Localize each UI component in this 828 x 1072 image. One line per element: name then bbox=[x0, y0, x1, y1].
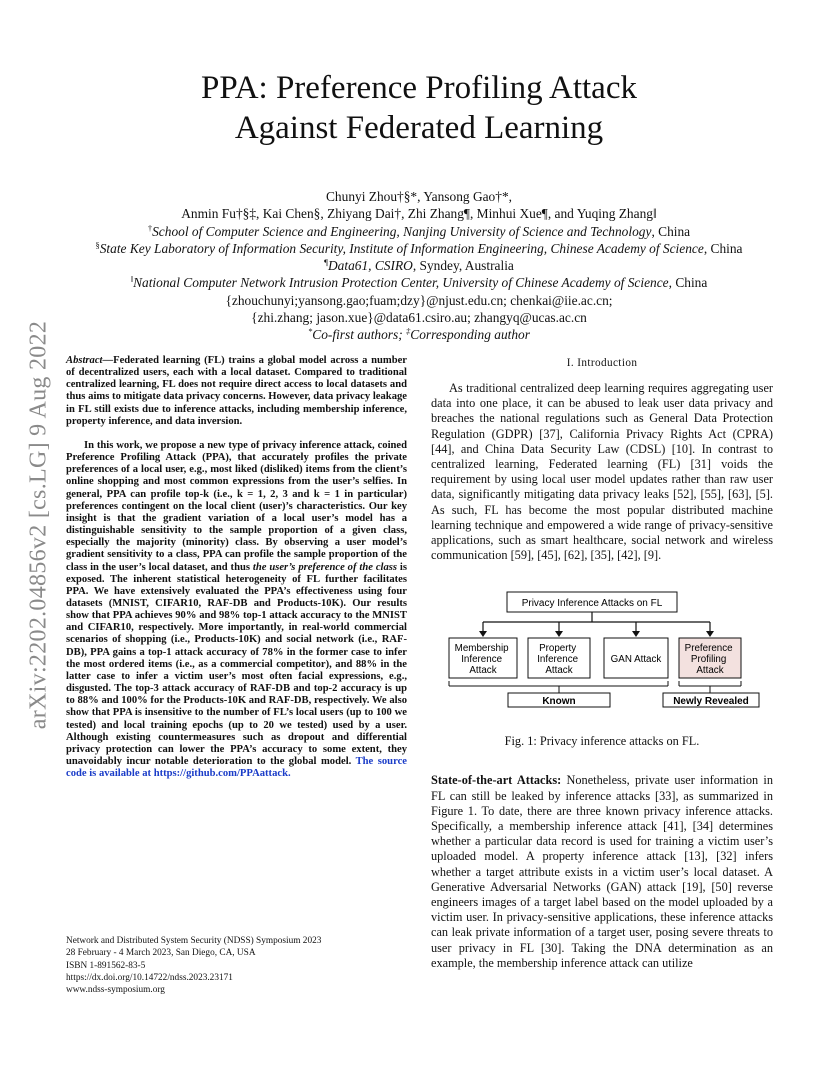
source-code-link[interactable]: The source code is available at https://github.com/PPAattack. bbox=[66, 756, 407, 780]
arxiv-identifier bbox=[22, 290, 56, 760]
state-of-the-art-paragraph: State-of-the-art Attacks: Nonetheless, private user information in FL can still be leaked by inference attacks [33], as summarized in Figure 1. To date, there are three known privacy inference attacks. Specifically, a membership inference attack [41], [34] determines whether a particular data record is used for training a victim user’s uploaded model. A property inference attack [13], [32] infers whether a target attribute exists in a victim user’s local dataset. A Generative Adversarial Networks (GAN) attack [19], [50] reverse engineers images of a target label based on the model uploaded by a victim user. In privacy-sensitive applications, these inference attacks can leak private information of a target user, posing severe threats to user privacy in FL [30]. Taking the DNA determination as an example, the membership inference attack can utilize bbox=[431, 773, 773, 970]
preference-profiling-label: Preference Profiling Attack bbox=[684, 643, 733, 677]
author-notes: *Co-first authors; ‡Corresponding author bbox=[308, 326, 530, 343]
author-block bbox=[60, 188, 778, 344]
footnote-line: 28 February - 4 March 2023, San Diego, CA, USA bbox=[66, 948, 256, 959]
figure-1-caption: Fig. 1: Privacy inference attacks on FL. bbox=[504, 734, 700, 749]
abstract-paragraph-1: Abstract—Federated learning (FL) trains a global model across a number of decentralized users, each with a local dataset. Compared to traditional centralized learning, FL does not require direct access to local datasets and thus aims to mitigate data privacy concerns. However, data privacy leakage in FL still exists due to inference attacks, including membership inference, property inference, and data inversion. bbox=[66, 355, 407, 427]
affiliation-2: §State Key Laboratory of Information Security, Institute of Information Engineering, Chinese Academy of Science, China bbox=[95, 239, 743, 256]
arrow-down-icon bbox=[706, 622, 714, 637]
email-line-2: {zhi.zhang; jason.xue}@data61.csiro.au; zhangyq@ucas.ac.cn bbox=[251, 310, 587, 326]
arrow-down-icon bbox=[555, 622, 563, 637]
abstract-label: Abstract bbox=[66, 355, 103, 366]
left-column bbox=[66, 355, 407, 780]
root-label: Privacy Inference Attacks on FL bbox=[521, 598, 663, 610]
author-line-1: Chunyi Zhou†§*, Yansong Gao†*, bbox=[326, 189, 512, 204]
title-line-1: PPA: Preference Profiling Attack bbox=[201, 70, 637, 106]
abstract-paragraph-2: In this work, we propose a new type of privacy inference attack, coined Preference Profiling Attack (PPA), that accurately profiles the private preferences of a local user, e.g., most liked (disliked) items from the client’s online shopping and most common expressions from the user’s selfies. In general, PPA can profile top-k (i.e., k = 1, 2, 3 and k = 1 in particular) preferences contingent on the local client (user)’s characteristics. Our key insight is that the gradient variation of a local user’s model has a distinguishable sensitivity to the sample proportion of a given class, especially the majority (minority) class. By observing a user model’s gradient sensitivity to a class, PPA can profile the sample proportion of the class in the user’s local dataset, and thus the user’s preference of the class is exposed. The inherent statistical heterogeneity of FL further facilitates PPA. We have extensively evaluated the PPA’s effectiveness using four datasets (MNIST, CIFAR10, RAF-DB and Products-10K). Our results show that PPA achieves 90% and 98% top-1 attack accuracy to the MNIST and CIFAR10, respectively. More importantly, in real-world commercial scenarios of shopping (i.e., Products-10K) and social network (i.e., RAF-DB), PPA gains a top-1 attack accuracy of 78% in the former case to infer the most ordered items (i.e., as a commercial competitor), and 88% in the latter case to infer a victim user’s most often facial expressions, e.g., disgusted. The top-3 attack accuracy of RAF-DB and top-2 accuracy is up to 88% and 100% for the Products-10K and RAF-DB, respectively. We also show that PPA is insensitive to the number of FL’s local users (up to 100 we tested) and local training epochs (up to 20 we tested) used by a user. Although existing countermeasures such as dropout and differential privacy protection can lower the PPA’s accuracy to some extent, they unavoidably incur notable deterioration to the global model. The source code is available at https://github.com/PPAattack. bbox=[66, 439, 407, 780]
title-line-2: Against Federated Learning bbox=[234, 110, 604, 146]
footnote-line: Network and Distributed System Security (NDSS) Symposium 2023 bbox=[66, 936, 322, 946]
state-of-the-art-label: State-of-the-art Attacks: bbox=[431, 773, 562, 788]
footnote-website-link[interactable]: www.ndss-symposium.org bbox=[66, 985, 165, 996]
newly-revealed-label: Newly Revealed bbox=[673, 696, 749, 708]
footnote-doi-link[interactable]: https://dx.doi.org/10.14722/ndss.2023.23171 bbox=[66, 972, 233, 983]
author-line-2: Anmin Fu†§‡, Kai Chen§, Zhiyang Dai†, Zhi Zhang¶, Minhui Xue¶, and Yuqing Zhang‖ bbox=[181, 206, 657, 222]
affiliation-3: ¶Data61, CSIRO, Syndey, Australia bbox=[324, 257, 514, 274]
email-line-1: {zhouchunyi;yansong.gao;fuam;dzy}@njust.edu.cn; chenkai@iie.ac.cn; bbox=[225, 292, 613, 308]
gan-attack-label: GAN Attack bbox=[610, 654, 662, 666]
property-inference-label: Property Inference Attack bbox=[537, 643, 579, 677]
footnote-line: ISBN 1-891562-83-5 bbox=[66, 960, 146, 971]
affiliation-4: ‖National Computer Network Intrusion Protection Center, University of Chinese Academy of Science, China bbox=[130, 274, 708, 291]
affiliation-1: †School of Computer Science and Engineering, Nanjing University of Science and Technology, China bbox=[147, 222, 691, 239]
arrow-down-icon bbox=[632, 622, 640, 637]
paper-title bbox=[100, 68, 738, 148]
conference-footnote bbox=[66, 935, 406, 996]
attack-taxonomy-diagram bbox=[431, 590, 773, 718]
known-label: Known bbox=[542, 696, 576, 708]
arrow-down-icon bbox=[479, 622, 487, 637]
right-column bbox=[431, 355, 773, 971]
section-heading-introduction: I. Introduction bbox=[566, 357, 638, 369]
arxiv-id-text: arXiv:2202.04856v2 [cs.LG] 9 Aug 2022 bbox=[25, 320, 52, 730]
figure-1-diagram bbox=[431, 590, 773, 718]
membership-inference-label: Membership Inference Attack bbox=[454, 643, 509, 677]
introduction-paragraph: As traditional centralized deep learning requires aggregating user data into one place, it can be abused to leak user data privacy and breaches the national regulations such as General Data Protection Regulation (GDPR) [37], California Privacy Rights Act (CPRA) [44], and China Data Security Law (CDSL) [10]. In contrast to centralized learning, Federated learning (FL) [31] voids the requirement by using local user model updates rather than raw user data, significantly mitigating data privacy leaks [52], [55], [63], [5]. As such, FL has become the most popular distributed machine learning technique and empowered a wide range of privacy-sensitive applications, such as smart healthcare, social network and wireless communication [59], [45], [62], [35], [42], [9]. bbox=[431, 381, 773, 563]
